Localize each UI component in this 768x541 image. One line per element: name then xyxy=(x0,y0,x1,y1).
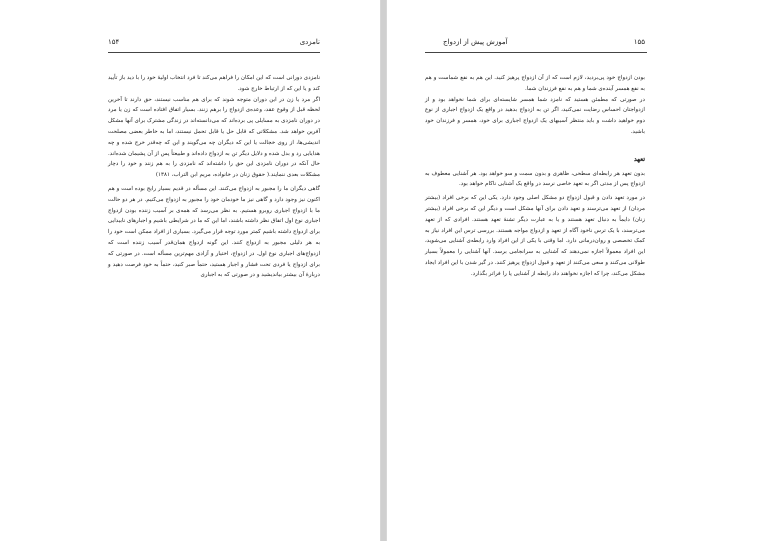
right-page-header xyxy=(425,38,645,52)
right-page-body xyxy=(425,73,645,280)
right-paragraph-4: در مورد تعهد دادن و قبول ازدواج دو مشکل اصلی وجود دارد. یکی این که برخی افراد (بیشتر مردان) از تعهد می‌ترسند و تعهد دادن برای آنها مشکل است و دیگر این که برخی افراد (بیشتر زنان) دایماً به دنبال تعهد هستند و یا به عبارت دیگر تشنهٔ تعهد هستند. افرادی که از تعهد می‌ترسند، با یک ترس ناخود آگاه از تعهد و ازدواج مواجه هستند. بررسی ترس این افراد نیاز به کمک تخصصی و روان‌درمانی دارد. اما وقتی با یکی از این افراد وارد رابطه‌ی آشنایی می‌شوید، این افراد معمولاً اجازه نمی‌دهند که آشنایی به سرانجامی برسد. آنها آشنایی را معمولاً بسیار طولانی می‌کنند و سعی می‌کنند از تعهد و قبول ازدواج پرهیز کنند. در گیر شدن با این افراد ایجاد مشکل می‌کند، چرا که اجازه نخواهند داد رابطه از آشنایی پا را فراتر بگذارد. xyxy=(425,195,645,277)
left-running-title: نامزدی xyxy=(299,38,320,46)
right-paragraph-3: بدون تعهد هر رابطه‌ای سطحی، ظاهری و بدون سمت و سو خواهد بود. هر آشنایی معطوف به ازدواج پس از مدتی اگر به تعهد خاصی نرسد در واقع یک آشنایی ناکام خواهد بود. xyxy=(425,170,645,188)
left-page-header xyxy=(108,38,320,52)
section-heading: تعهد xyxy=(633,154,645,163)
left-page xyxy=(0,0,381,541)
left-paragraph-3: گاهی دیگران ما را مجبور به ازدواج می‌کنند. این مسأله در قدیم بسیار رایج بوده است و هم اکنون نیز وجود دارد و گاهی نیز ما خودمان خود را مجبور به ازدواج می‌کنیم. در هر دو حالت ما با ازدواج اجباری روبرو هستیم. به نظر می‌رسد که همه‌ی بر آسیب زننده بودن ازدواج اجباری نوع اول اتفاق نظر داشته باشند، اما این که ما در شرایطی باشیم و اجبارهای نابیدایی برای ازدواج داشته باشیم کمتر مورد توجه قرار می‌گیرد. بسیاری از افراد ممکن است خود را به هر دلیلی مجبور به ازدواج کنند. این گونه ازدواج همان‌قدر آسیب زننده است که ازدواج‌های اجباری نوع اول. در ازدواج، اختیار و آزادی مهم‌ترین مسأله است. در صورتی که برای ازدواج یا فردی تحت فشار و اجبار هستید، حتماً صبر کنید، حتماً به خود فرصت دهید و دربارهٔ آن بیشتر بیاندیشید و در صورتی که به اجباری xyxy=(108,185,320,279)
right-page-number: ۱۵۵ xyxy=(633,38,645,46)
right-paragraph-2: در صورتی که مطمئن هستید که نامزد شما همسر شایسته‌ای برای شما نخواهد بود و از ازدواجتان احساس رضایت نمی‌کنید، اگر تن به ازدواج بدهید در واقع یک ازدواج اجباری از نوع دوم خواهید داشت و باید منتظر آسیبهای یک ازدواج اجباری برای خود، همسر و فرزندان خود باشید. xyxy=(425,96,645,135)
right-page xyxy=(386,0,768,541)
left-page-number: ۱۵۴ xyxy=(108,38,120,46)
left-paragraph-1: نامزدی دورانی است که این امکان را فراهم می‌کند تا فرد انتخاب اولیهٔ خود را با دید باز تأیید کند و یا این که از ارتباط خارج شود. xyxy=(108,75,320,92)
right-running-title: آموزش پیش از ازدواج xyxy=(443,38,508,46)
left-header-rule xyxy=(108,52,320,53)
left-paragraph-2: اگر مرد یا زن در این دوران متوجه شوند که برای هم مناسب نیستند، حق دارند تا آخرین لحظه قبل از وقوع عقد، وعده‌ی ازدواج را برهم زنند. بسیار اتفاق افتاده است که زن یا مرد در دوران نامزدی به مسایلی پی برده‌اند که می‌دانسته‌اند در زندگی مشترک برای آنها مشکل آفرین خواهد شد. مشکلاتی که قابل حل یا قابل تحمل نیستند، اما به خاطر بعضی مصلحت اندیشی‌ها، از روی خجالت یا این که دیگران چه می‌گویند و این که چه‌قدر خرج شده و چه هدایایی رد و بدل شده و دلایل دیگر تن به ازدواج داده‌اند و طبیعتاً پس از آن پشیمان شده‌اند. حال آنکه در دوران نامزدی این حق را داشته‌اند که نامزدی را به هم زنند و خود را دچار مشکلات بعدی ننمایند.( حقوق زنان در خانواده، مریم ابن التراب، ۱۳۸۱) xyxy=(108,96,320,179)
right-header-rule xyxy=(425,52,647,53)
left-page-body xyxy=(108,73,320,281)
right-paragraph-1: بودن ازدواج خود پی‌بردید، لازم است که از آن ازدواج پرهیز کنید. این هم به نفع شماست و هم به نفع همسر آینده‌ی شما و هم به نفع فرزندان شما. xyxy=(425,75,645,92)
